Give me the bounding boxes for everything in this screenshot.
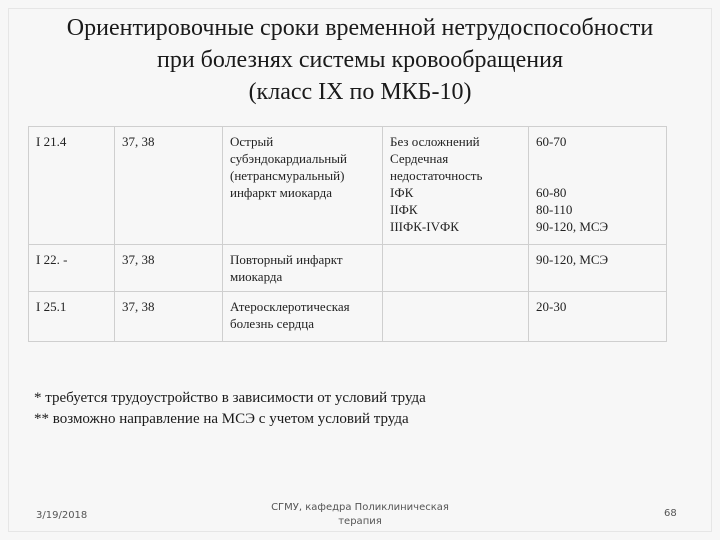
footnote-1: * требуется трудоустройство в зависимости от условий труда: [34, 390, 426, 406]
diagnosis-line: болезнь сердца: [230, 316, 314, 331]
conditions-cell: [383, 127, 529, 245]
term-line: 20-30: [536, 299, 567, 314]
diagnosis-line: (нетрансмуральный): [230, 168, 345, 183]
condition-line: IФК: [390, 185, 414, 200]
page-number: 68: [664, 508, 677, 519]
term-line: 80-110: [536, 202, 573, 217]
diagnosis-cell: [223, 292, 383, 342]
diagnosis-line: субэндокардиальный: [230, 151, 347, 166]
term-spacer: [536, 150, 659, 184]
footer-org-line-1: СГМУ, кафедра Поликлиническая: [271, 502, 449, 513]
diagnosis-line: Острый: [230, 134, 274, 149]
condition-line: IIФК: [390, 202, 418, 217]
term-line: 90-120, МСЭ: [536, 219, 609, 234]
terms-cell: [529, 127, 667, 245]
diagnosis-line: миокарда: [230, 269, 283, 284]
condition-line: IIIФК-IVФК: [390, 219, 459, 234]
slide-title: [0, 12, 720, 108]
footer-date: 3/19/2018: [36, 510, 88, 521]
icd-code-cell: I 25.1: [29, 292, 115, 342]
diagnosis-cell: [223, 127, 383, 245]
table-row: [29, 245, 667, 292]
diagnosis-cell: [223, 245, 383, 292]
term-line: 90-120, МСЭ: [536, 252, 609, 267]
conditions-cell: [383, 292, 529, 342]
conditions-cell: [383, 245, 529, 292]
diagnosis-line: инфаркт миокарда: [230, 185, 332, 200]
condition-line: Сердечная: [390, 151, 449, 166]
footer-organization: [240, 501, 480, 529]
days-cell: 37, 38: [115, 245, 223, 292]
terms-cell: [529, 292, 667, 342]
title-line-2: при болезнях системы кровообращения: [156, 47, 564, 73]
table-row: [29, 292, 667, 342]
diagnosis-line: Атеросклеротическая: [230, 299, 350, 314]
condition-line: недостаточность: [390, 168, 483, 183]
days-cell: 37, 38: [115, 292, 223, 342]
days-cell: 37, 38: [115, 127, 223, 245]
condition-line: Без осложнений: [390, 134, 480, 149]
icd-code-cell: I 22. -: [29, 245, 115, 292]
disability-terms-table: [28, 126, 667, 342]
table-row: [29, 127, 667, 245]
footer-org-line-2: терапия: [338, 516, 382, 527]
diagnosis-line: Повторный инфаркт: [230, 252, 343, 267]
term-line: 60-80: [536, 185, 567, 200]
term-line: 60-70: [536, 134, 567, 149]
footnote-2: ** возможно направление на МСЭ с учетом условий труда: [34, 411, 409, 427]
title-line-3: (класс IX по МКБ-10): [248, 79, 472, 105]
title-line-1: Ориентировочные сроки временной нетрудоспособности: [66, 15, 654, 41]
icd-code-cell: I 21.4: [29, 127, 115, 245]
terms-cell: [529, 245, 667, 292]
footnotes: [34, 388, 426, 430]
